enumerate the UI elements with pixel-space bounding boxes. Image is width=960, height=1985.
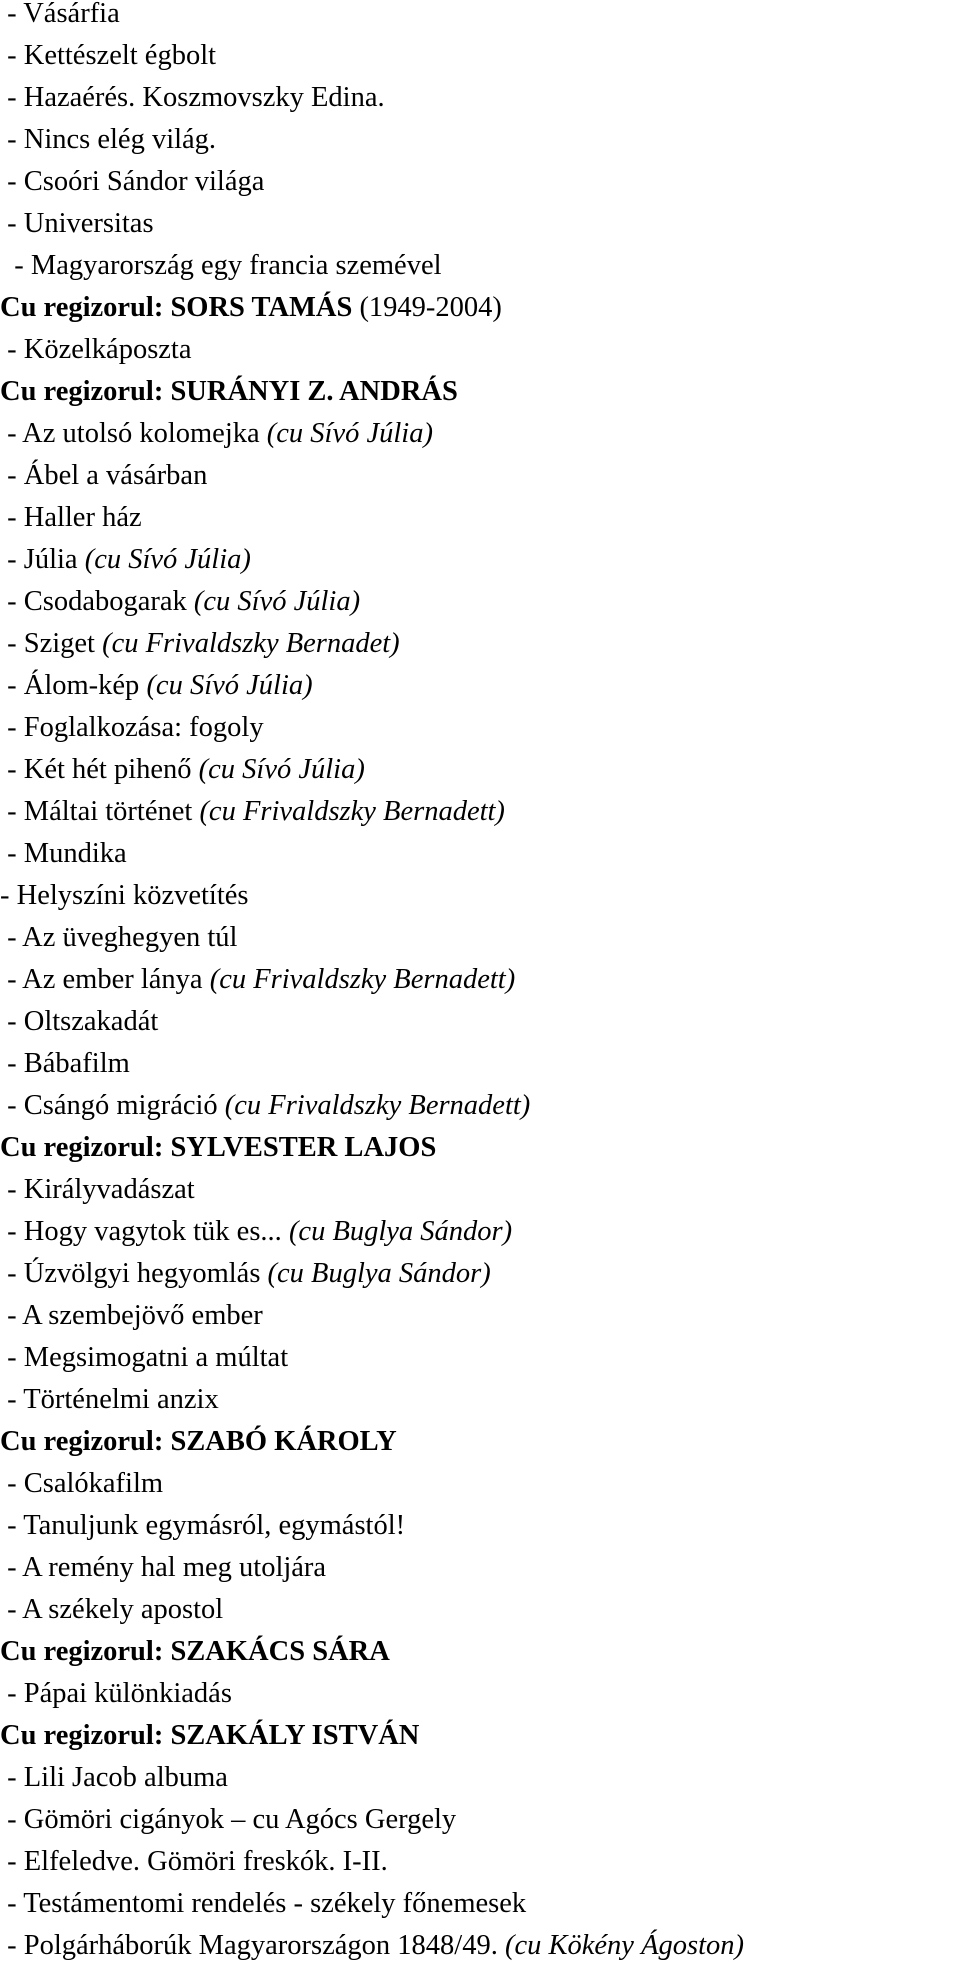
film-list-item [0,795,505,829]
film-list-item [0,921,237,955]
collaborator-note: (cu Buglya Sándor) [267,1258,491,1289]
film-list-item [0,1551,326,1585]
film-title: - Álom-kép [0,670,147,701]
film-list-item [0,333,192,367]
film-list-item [0,669,313,703]
film-list-item [0,837,127,871]
film-title: - Vásárfia [0,0,120,29]
film-title: - Polgárháborúk Magyarországon 1848/49. [0,1930,505,1961]
film-title: - Haller ház [0,502,142,533]
collaborator-note: (cu Sívó Júlia) [146,670,313,701]
film-title: - Csángó migráció [0,1090,225,1121]
film-title: - Két hét pihenő [0,754,199,785]
film-title: - Az utolsó kolomejka [0,418,267,449]
film-title: - A szembejövő ember [0,1300,263,1331]
film-title: - Júlia [0,544,85,575]
director-heading [0,1635,390,1669]
film-list-item [0,1047,130,1081]
film-title: - Csoóri Sándor világa [0,166,265,197]
collaborator-note: (cu Sívó Júlia) [266,418,433,449]
film-title: - Magyarország egy francia szemével [0,250,442,281]
film-list-item [0,417,433,451]
director-heading [0,1719,419,1753]
film-title: - Ábel a vásárban [0,460,208,491]
film-title: - Máltai történet [0,796,200,827]
film-list-item [0,1929,744,1963]
film-title: - Történelmi anzix [0,1384,219,1415]
film-list-item [0,753,365,787]
film-title: - Tanuljunk egymásról, egymástól! [0,1510,406,1541]
film-list-item [0,1005,158,1039]
film-list-item [0,585,360,619]
film-list-item [0,1299,263,1333]
director-heading [0,1425,397,1459]
film-title: - Bábafilm [0,1048,130,1079]
film-list-item [0,207,154,241]
film-title: - Az üveghegyen túl [0,922,238,953]
film-title: - Lili Jacob albuma [0,1762,228,1793]
film-title: - A székely apostol [0,1594,224,1625]
director-years: (1949-2004) [352,292,502,323]
film-title: - Pápai különkiadás [0,1678,232,1709]
director-name: Cu regizorul: SORS TAMÁS [0,292,353,323]
film-list-item [0,1845,388,1879]
film-list-item [0,1173,195,1207]
director-name: Cu regizorul: SURÁNYI Z. ANDRÁS [0,376,458,407]
film-title: - A remény hal meg utoljára [0,1552,327,1583]
film-title: - Gömöri cigányok – cu Agócs Gergely [0,1804,457,1835]
film-list-item [0,1215,512,1249]
film-title: - Universitas [0,208,154,239]
film-list-item [0,123,216,157]
collaborator-note: (cu Frivaldszky Bernadett) [199,796,505,827]
film-list-item [0,249,442,283]
film-title: - Királyvadászat [0,1174,195,1205]
film-list-item [0,543,251,577]
film-list-item [0,459,207,493]
film-title: - Foglalkozása: fogoly [0,712,264,743]
film-title: - Elfeledve. Gömöri freskók. I-II. [0,1846,388,1877]
collaborator-note: (cu Buglya Sándor) [288,1216,513,1247]
film-list-item [0,1509,405,1543]
film-list-item [0,627,400,661]
director-heading [0,1131,436,1165]
film-title: - Megsimogatni a múltat [0,1342,289,1373]
film-title: - Kettészelt égbolt [0,40,217,71]
film-list-item [0,39,216,73]
collaborator-note: (cu Frivaldszky Bernadett) [209,964,516,995]
film-list-item [0,1089,530,1123]
film-list-item [0,1257,491,1291]
film-title: - Mundika [0,838,127,869]
film-title: - Hogy vagytok tük es... [0,1216,289,1247]
director-name: Cu regizorul: SYLVESTER LAJOS [0,1132,437,1163]
film-list-item [0,0,120,31]
film-title: - Oltszakadát [0,1006,159,1037]
film-list-item [0,1677,232,1711]
film-list-item [0,1467,163,1501]
film-list-item [0,711,264,745]
film-title: - Úzvölgyi hegyomlás [0,1258,268,1289]
film-list-item [0,501,142,535]
director-name: Cu regizorul: SZABÓ KÁROLY [0,1426,397,1457]
film-title: - Csalókafilm [0,1468,164,1499]
film-title: - Az ember lánya [0,964,210,995]
film-title: - Nincs elég világ. [0,124,217,155]
film-list-item [0,1383,219,1417]
film-list-item [0,165,264,199]
film-list-item [0,879,249,913]
film-title: - Testámentomi rendelés - székely főnemesek [0,1888,527,1919]
collaborator-note: (cu Sívó Júlia) [84,544,251,575]
director-heading [0,375,458,409]
director-name: Cu regizorul: SZAKÁLY ISTVÁN [0,1720,420,1751]
collaborator-note: (cu Sívó Júlia) [193,586,361,617]
film-title: - Csodabogarak [0,586,194,617]
film-title: - Közelkáposzta [0,334,192,365]
film-list-item [0,1593,223,1627]
film-title: - Helyszíni közvetítés [0,880,249,911]
film-list-item [0,963,515,997]
film-title: - Sziget [0,628,103,659]
collaborator-note: (cu Sívó Júlia) [198,754,365,785]
collaborator-note: (cu Frivaldszky Bernadett) [224,1090,531,1121]
film-list-item [0,81,385,115]
collaborator-note: (cu Frivaldszky Bernadet) [102,628,400,659]
director-name: Cu regizorul: SZAKÁCS SÁRA [0,1636,390,1667]
collaborator-note: (cu Kökény Ágoston) [504,1930,744,1961]
film-list-item [0,1803,456,1837]
film-list-item [0,1887,526,1921]
film-list-item [0,1341,288,1375]
film-list-item [0,1761,228,1795]
director-heading [0,291,502,325]
film-title: - Hazaérés. Koszmovszky Edina. [0,82,385,113]
